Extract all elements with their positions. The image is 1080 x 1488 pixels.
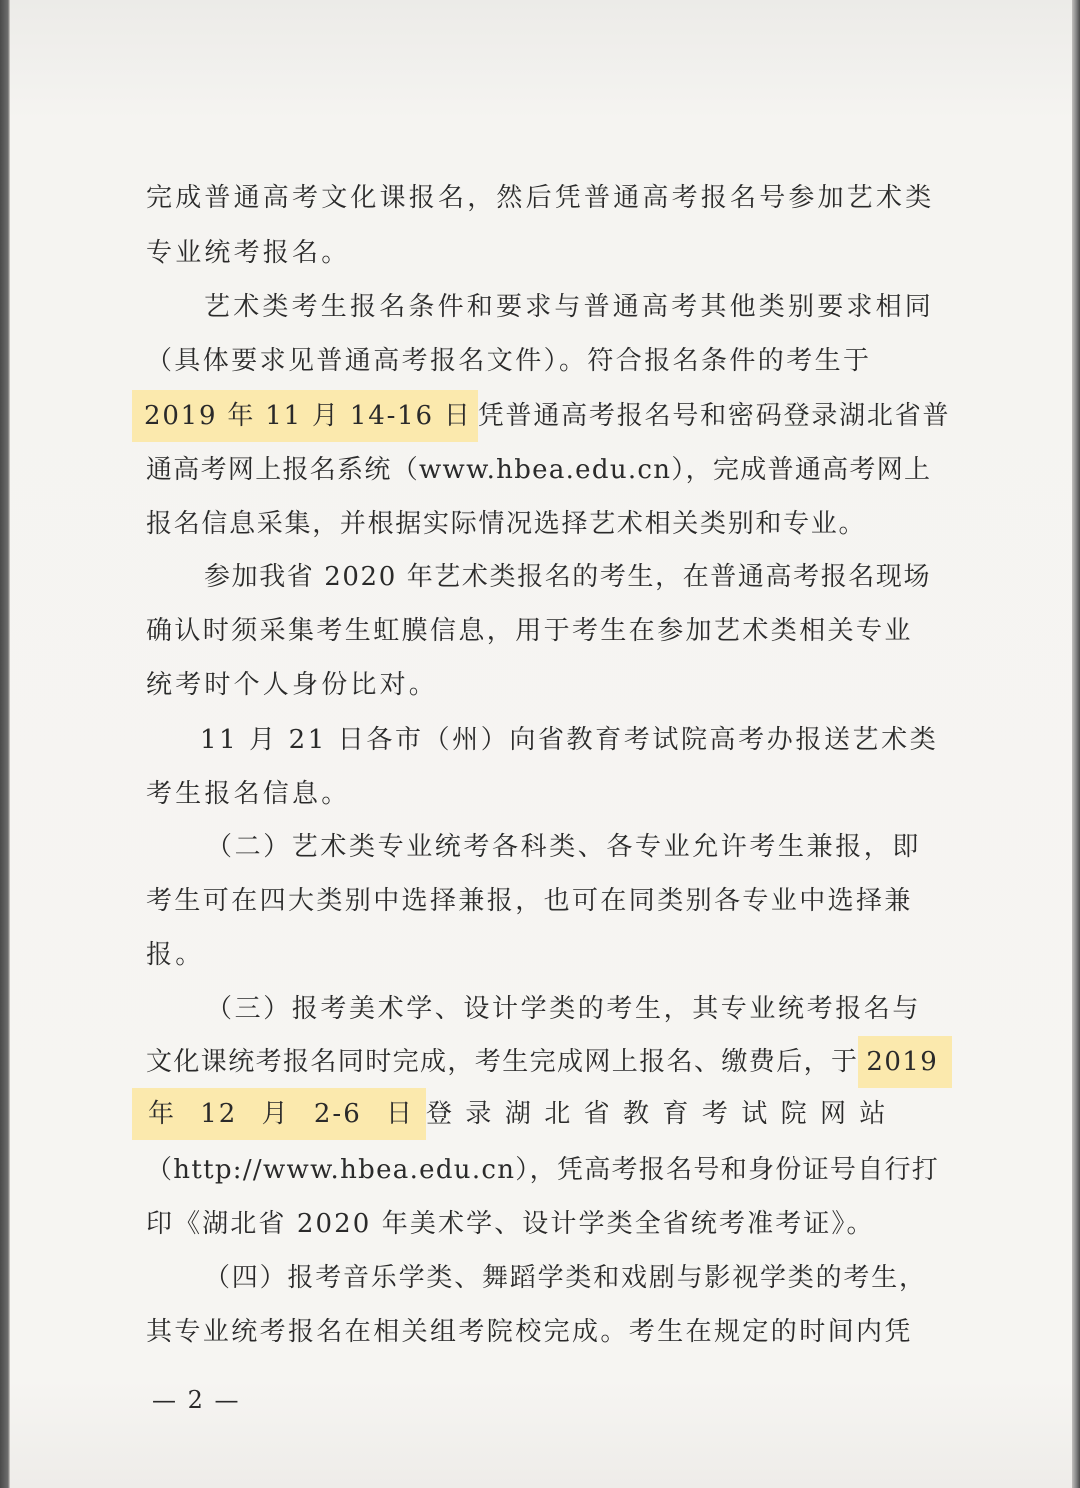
text-line-8-content: 参加我省 2020 年艺术类报名的考生，在普通高考报名现场 — [204, 562, 932, 592]
text-line-8 — [204, 557, 931, 597]
document-page — [10, 0, 1072, 1488]
text-line-1-content: 完成普通高考文化课报名，然后凭普通高考报名号参加艺术类 — [146, 183, 935, 213]
text-line-21 — [204, 1258, 927, 1298]
text-line-13 — [206, 827, 921, 867]
text-line-16 — [206, 989, 921, 1029]
text-line-15 — [146, 935, 204, 975]
text-line-10-content: 统考时个人身份比对。 — [146, 670, 439, 700]
text-line-3 — [204, 287, 934, 327]
text-line-19-content: （http://www.hbea.edu.cn），凭高考报名号和身份证号自行打 — [146, 1155, 940, 1185]
text-line-5-content: 凭普通高考报名号和密码登录湖北省普 — [477, 401, 951, 431]
text-line-4 — [146, 341, 871, 381]
text-line-12-content: 考生报名信息。 — [146, 779, 351, 809]
text-line-17 — [146, 1036, 952, 1088]
text-line-6 — [146, 450, 931, 490]
highlighted-date-2: 年 12 月 2-6 日 — [132, 1088, 426, 1140]
page-number: — 2 — — [152, 1386, 241, 1414]
text-line-3-content: 艺术类考生报名条件和要求与普通高考其他类别要求相同 — [204, 292, 935, 322]
text-line-21-content: （四）报考音乐学类、舞蹈学类和戏剧与影视学类的考生， — [204, 1263, 927, 1293]
text-line-20 — [146, 1204, 875, 1244]
text-line-11-content: 11 月 21 日各市（州）向省教育考试院高考办报送艺术类 — [200, 725, 939, 755]
highlighted-date-2-year: 2019 — [858, 1036, 952, 1088]
text-line-22-content: 其专业统考报名在相关组考院校完成。考生在规定的时间内凭 — [146, 1317, 913, 1347]
text-line-17-content: 文化课统考报名同时完成，考生完成网上报名、缴费后，于 — [146, 1047, 859, 1077]
text-line-9-content: 确认时须采集考生虹膜信息，用于考生在参加艺术类相关专业 — [146, 616, 913, 646]
text-line-14 — [146, 881, 913, 921]
text-line-18 — [132, 1088, 899, 1140]
text-line-10 — [146, 665, 438, 705]
text-line-19 — [146, 1150, 939, 1190]
text-line-22 — [146, 1312, 913, 1352]
text-line-15-content: 报。 — [146, 940, 205, 970]
text-line-7 — [146, 504, 866, 544]
text-line-5 — [132, 390, 950, 442]
highlighted-date-1: 2019 年 11 月 14-16 日 — [132, 390, 478, 442]
text-line-2 — [146, 233, 350, 273]
text-line-18-content: 登录湖北省教育考试院网站 — [426, 1099, 899, 1129]
text-line-6-content: 通高考网上报名系统（www.hbea.edu.cn），完成普通高考网上 — [146, 455, 932, 485]
text-line-9 — [146, 611, 913, 651]
text-line-13-content: （二）艺术类专业统考各科类、各专业允许考生兼报，即 — [206, 832, 922, 862]
text-line-7-content: 报名信息采集，并根据实际情况选择艺术相关类别和专业。 — [146, 509, 867, 539]
text-line-12 — [146, 774, 350, 814]
text-line-14-content: 考生可在四大类别中选择兼报，也可在同类别各专业中选择兼 — [146, 886, 913, 916]
text-line-1 — [146, 178, 934, 218]
text-line-2-content: 专业统考报名。 — [146, 238, 351, 268]
text-line-4-content: （具体要求见普通高考报名文件）。符合报名条件的考生于 — [146, 346, 872, 376]
text-line-11 — [200, 720, 938, 760]
text-line-20-content: 印《湖北省 2020 年美术学、设计学类全省统考准考证》。 — [146, 1209, 875, 1239]
text-line-16-content: （三）报考美术学、设计学类的考生，其专业统考报名与 — [206, 994, 922, 1024]
